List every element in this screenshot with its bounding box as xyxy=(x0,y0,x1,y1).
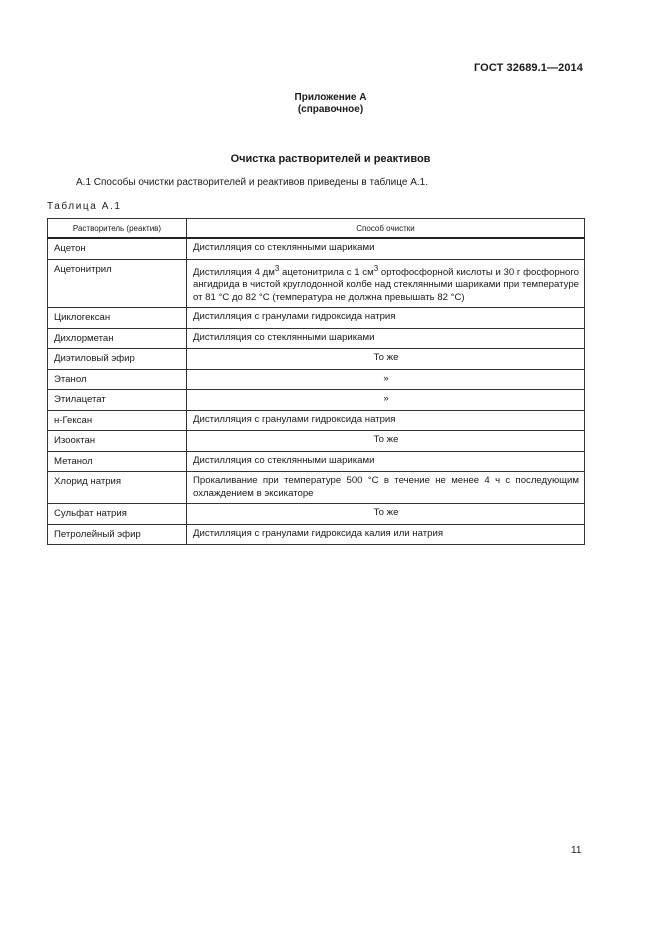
purification-method: Дистилляция со стеклянными шариками xyxy=(187,451,585,472)
table-row xyxy=(48,259,585,308)
purification-method xyxy=(187,259,585,308)
table-row xyxy=(48,431,585,452)
purification-method: » xyxy=(187,390,585,411)
purification-method: То же xyxy=(187,349,585,370)
solvent-name: н-Гексан xyxy=(48,410,187,431)
page-number: 11 xyxy=(571,845,582,856)
purification-table xyxy=(47,218,585,545)
table-row xyxy=(48,504,585,525)
purification-method: » xyxy=(187,369,585,390)
solvent-name: Этилацетат xyxy=(48,390,187,411)
table-row xyxy=(48,238,585,259)
annex-label: Приложение А xyxy=(294,92,367,103)
superscript: 3 xyxy=(274,263,280,273)
purification-method: Дистилляция с гранулами гидроксида калия или натрия xyxy=(187,524,585,545)
table-header-row xyxy=(48,219,585,239)
purification-method: Дистилляция со стеклянными шариками xyxy=(187,328,585,349)
table-row xyxy=(48,390,585,411)
intro-paragraph: А.1 Способы очистки растворителей и реактивов приведены в таблице А.1. xyxy=(76,177,428,188)
table-row xyxy=(48,308,585,329)
solvent-name: Диэтиловый эфир xyxy=(48,349,187,370)
table-row xyxy=(48,328,585,349)
annex-heading xyxy=(0,92,661,116)
header-solvent: Растворитель (реактив) xyxy=(48,219,187,239)
section-title: Очистка растворителей и реактивов xyxy=(230,153,431,165)
method-text-part: ацетонитрила с 1 см xyxy=(279,266,374,278)
solvent-name: Метанол xyxy=(48,451,187,472)
solvent-name: Хлорид натрия xyxy=(48,472,187,504)
solvent-name: Циклогексан xyxy=(48,308,187,329)
table-caption: Таблица А.1 xyxy=(47,201,122,212)
purification-method: То же xyxy=(187,431,585,452)
annex-type: (справочное) xyxy=(297,104,364,115)
solvent-name: Изооктан xyxy=(48,431,187,452)
solvent-name: Ацетонитрил xyxy=(48,259,187,308)
table-row xyxy=(48,472,585,504)
table-row xyxy=(48,410,585,431)
standard-code: ГОСТ 32689.1—2014 xyxy=(473,62,583,74)
table-row xyxy=(48,349,585,370)
method-text-part: ортофосфорной кислоты и 30 г фосфорного ангидрида в чистой круглодонной колбе над стеклянными шариками при температуре от 81 °С до 82 °С (температура не должна превышать 82 °С) xyxy=(193,266,579,303)
header-method: Способ очистки xyxy=(187,219,585,239)
solvent-name: Петролейный эфир xyxy=(48,524,187,545)
solvent-name: Сульфат натрия xyxy=(48,504,187,525)
solvent-name: Дихлорметан xyxy=(48,328,187,349)
purification-method: Дистилляция с гранулами гидроксида натрия xyxy=(187,308,585,329)
table-row xyxy=(48,451,585,472)
purification-method: Дистилляция со стеклянными шариками xyxy=(187,238,585,259)
solvent-name: Ацетон xyxy=(48,238,187,259)
table-row xyxy=(48,524,585,545)
purification-method: Дистилляция с гранулами гидроксида натрия xyxy=(187,410,585,431)
superscript: 3 xyxy=(373,263,379,273)
method-text-part: Дистилляция 4 дм xyxy=(193,266,275,278)
purification-method: То же xyxy=(187,504,585,525)
table-row xyxy=(48,369,585,390)
purification-method: Прокаливание при температуре 500 °С в течение не менее 4 ч с последующим охлаждением в эксикаторе xyxy=(187,472,585,504)
solvent-name: Этанол xyxy=(48,369,187,390)
